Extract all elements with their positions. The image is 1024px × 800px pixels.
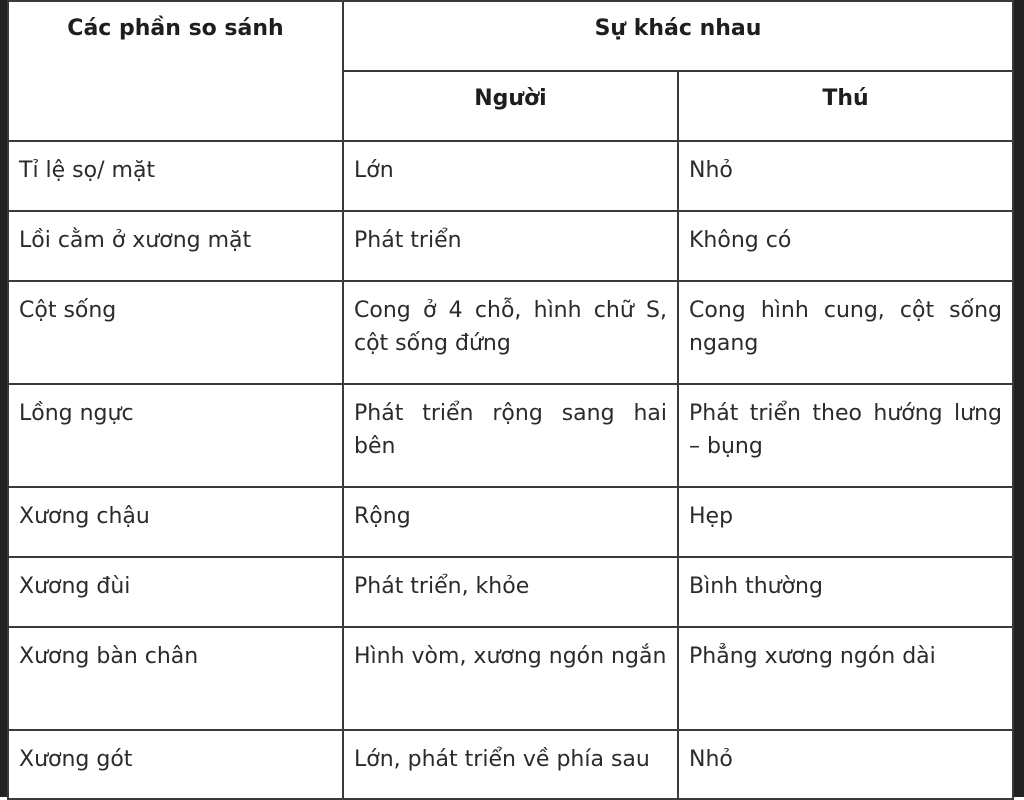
table-row xyxy=(8,141,1013,211)
cell-human: Cong ở 4 chỗ, hình chữ S, cột sống đứng xyxy=(343,281,678,384)
cell-human: Phát triển, khỏe xyxy=(343,557,678,627)
table-row xyxy=(8,487,1013,557)
cell-animal: Cong hình cung, cột sống ngang xyxy=(678,281,1013,384)
header-compare-parts: Các phần so sánh xyxy=(8,1,343,141)
cell-human: Lớn, phát triển về phía sau xyxy=(343,730,678,799)
table-row xyxy=(8,384,1013,487)
table-row xyxy=(8,281,1013,384)
cell-animal: Hẹp xyxy=(678,487,1013,557)
table-row xyxy=(8,730,1013,799)
cell-human: Hình vòm, xương ngón ngắn xyxy=(343,627,678,730)
table-header xyxy=(8,1,1013,141)
comparison-table xyxy=(7,0,1014,800)
header-human: Người xyxy=(343,71,678,141)
header-differences: Sự khác nhau xyxy=(343,1,1013,71)
cell-part: Xương đùi xyxy=(8,557,343,627)
cell-human: Lớn xyxy=(343,141,678,211)
cell-animal: Phẳng xương ngón dài xyxy=(678,627,1013,730)
cell-part: Lồi cằm ở xương mặt xyxy=(8,211,343,281)
cell-part: Xương chậu xyxy=(8,487,343,557)
table-row xyxy=(8,211,1013,281)
table-row xyxy=(8,557,1013,627)
cell-part: Cột sống xyxy=(8,281,343,384)
cell-part: Tỉ lệ sọ/ mặt xyxy=(8,141,343,211)
cell-animal: Nhỏ xyxy=(678,730,1013,799)
cell-animal: Bình thường xyxy=(678,557,1013,627)
cell-animal: Không có xyxy=(678,211,1013,281)
cell-human: Rộng xyxy=(343,487,678,557)
cell-part: Xương bàn chân xyxy=(8,627,343,730)
cell-part: Lồng ngực xyxy=(8,384,343,487)
cell-animal: Phát triển theo hướng lưng – bụng xyxy=(678,384,1013,487)
cell-human: Phát triển rộng sang hai bên xyxy=(343,384,678,487)
table-body xyxy=(8,141,1013,799)
table-row xyxy=(8,627,1013,730)
cell-human: Phát triển xyxy=(343,211,678,281)
cell-animal: Nhỏ xyxy=(678,141,1013,211)
header-animal: Thú xyxy=(678,71,1013,141)
cell-part: Xương gót xyxy=(8,730,343,799)
